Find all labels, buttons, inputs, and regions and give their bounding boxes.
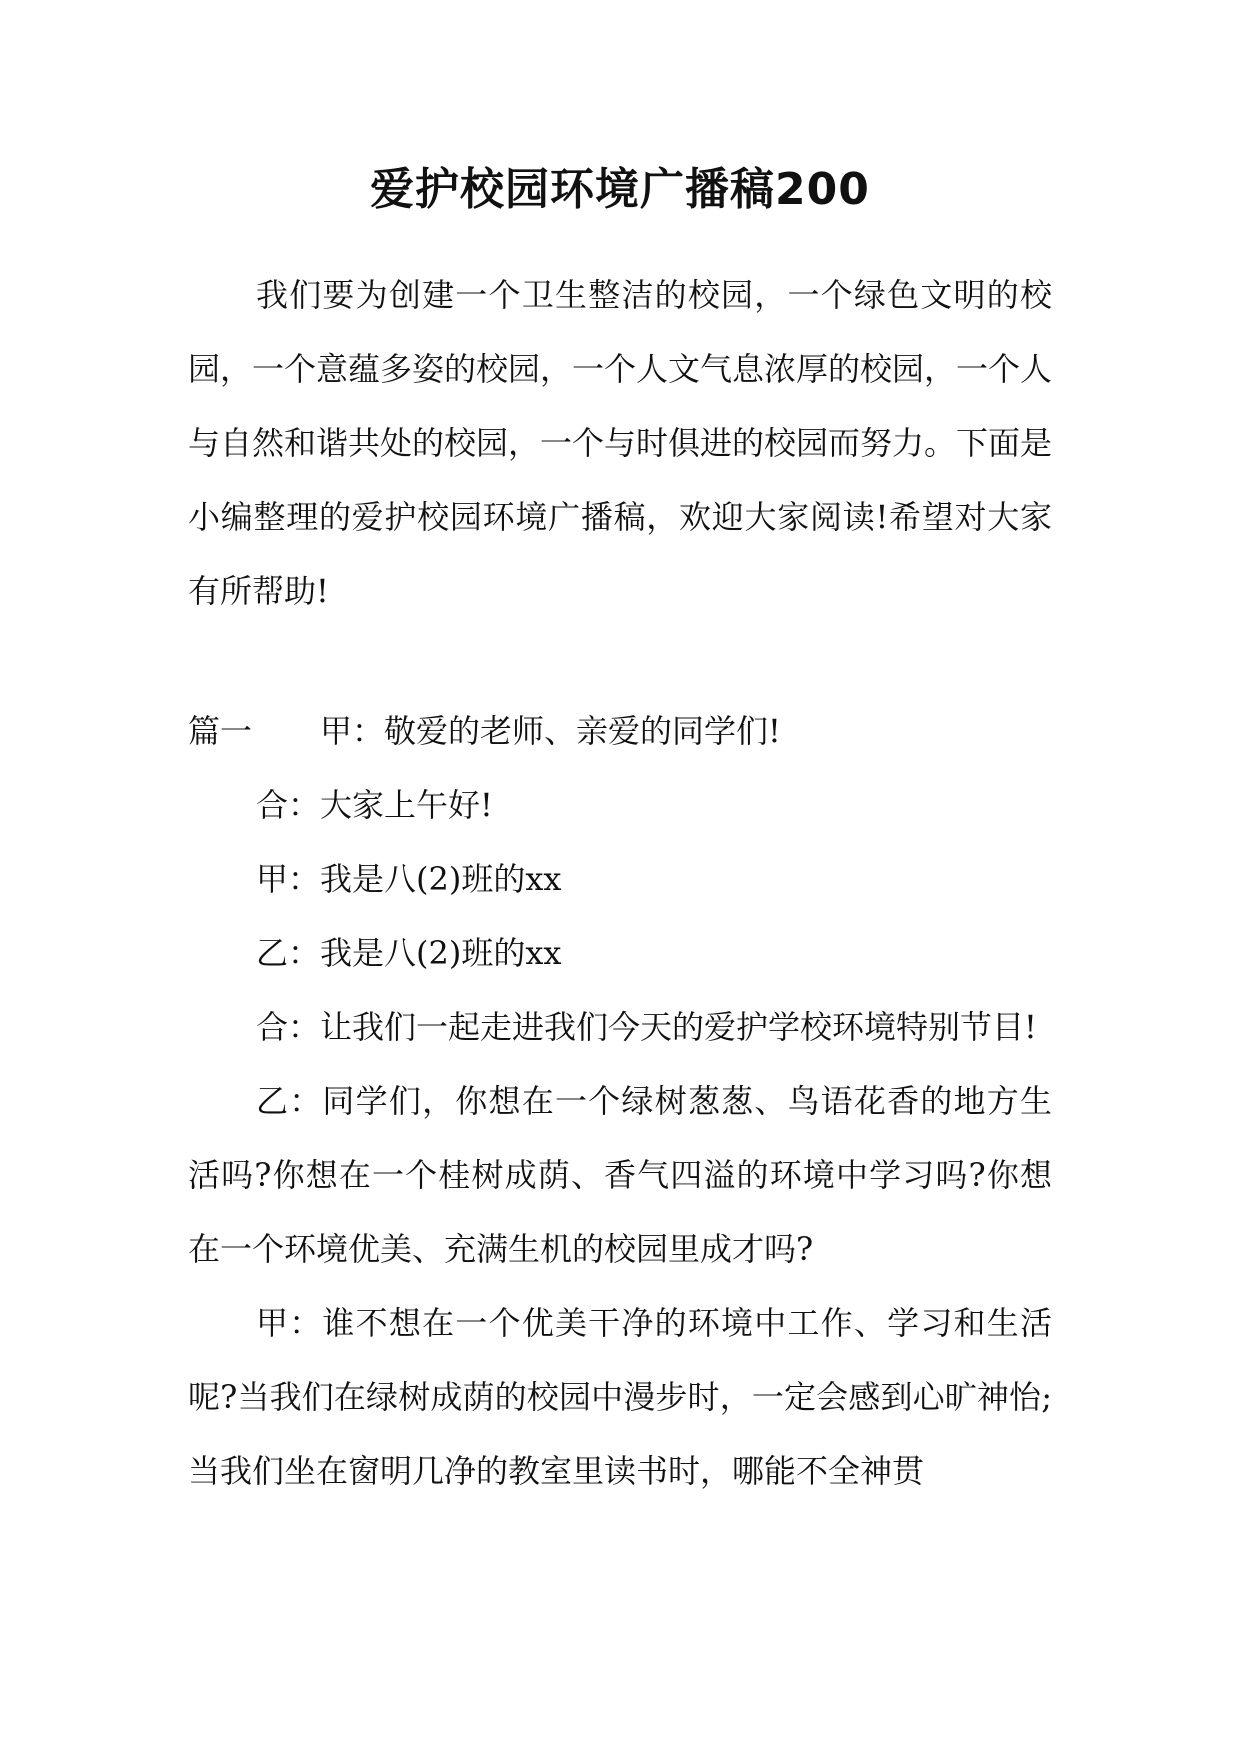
- script-paragraph: 甲：谁不想在一个优美干净的环境中工作、学习和生活呢?当我们在绿树成荫的校园中漫步时，一定会感到心旷神怡;当我们坐在窗明几净的教室里读书时，哪能不全神贯: [188, 1304, 1052, 1490]
- script-paragraph: 甲：我是八(2)班的xx: [256, 860, 562, 898]
- document-title: 爱护校园环境广播稿200: [370, 164, 870, 215]
- document-body: [188, 258, 1052, 1508]
- section-first-line: 甲：敬爱的老师、亲爱的同学们!: [320, 712, 781, 750]
- section-spacer: [188, 628, 1052, 694]
- script-paragraph: 乙：我是八(2)班的xx: [256, 934, 562, 972]
- section-heading-line: [188, 694, 1052, 768]
- script-paragraph: 合：让我们一起走进我们今天的爱护学校环境特别节目!: [256, 1008, 1037, 1046]
- script-paragraph: 乙：同学们，你想在一个绿树葱葱、鸟语花香的地方生活吗?你想在一个桂树成荫、香气四溢的环境中学习吗?你想在一个环境优美、充满生机的校园里成才吗?: [188, 1082, 1052, 1268]
- intro-paragraph: 我们要为创建一个卫生整洁的校园，一个绿色文明的校园，一个意蕴多姿的校园，一个人文气息浓厚的校园，一个人与自然和谐共处的校园，一个与时俱进的校园而努力。下面是小编整理的爱护校园环境广播稿，欢迎大家阅读!希望对大家有所帮助!: [188, 276, 1053, 610]
- script-paragraph: 合：大家上午好!: [256, 786, 493, 824]
- section-label: 篇一: [188, 712, 253, 750]
